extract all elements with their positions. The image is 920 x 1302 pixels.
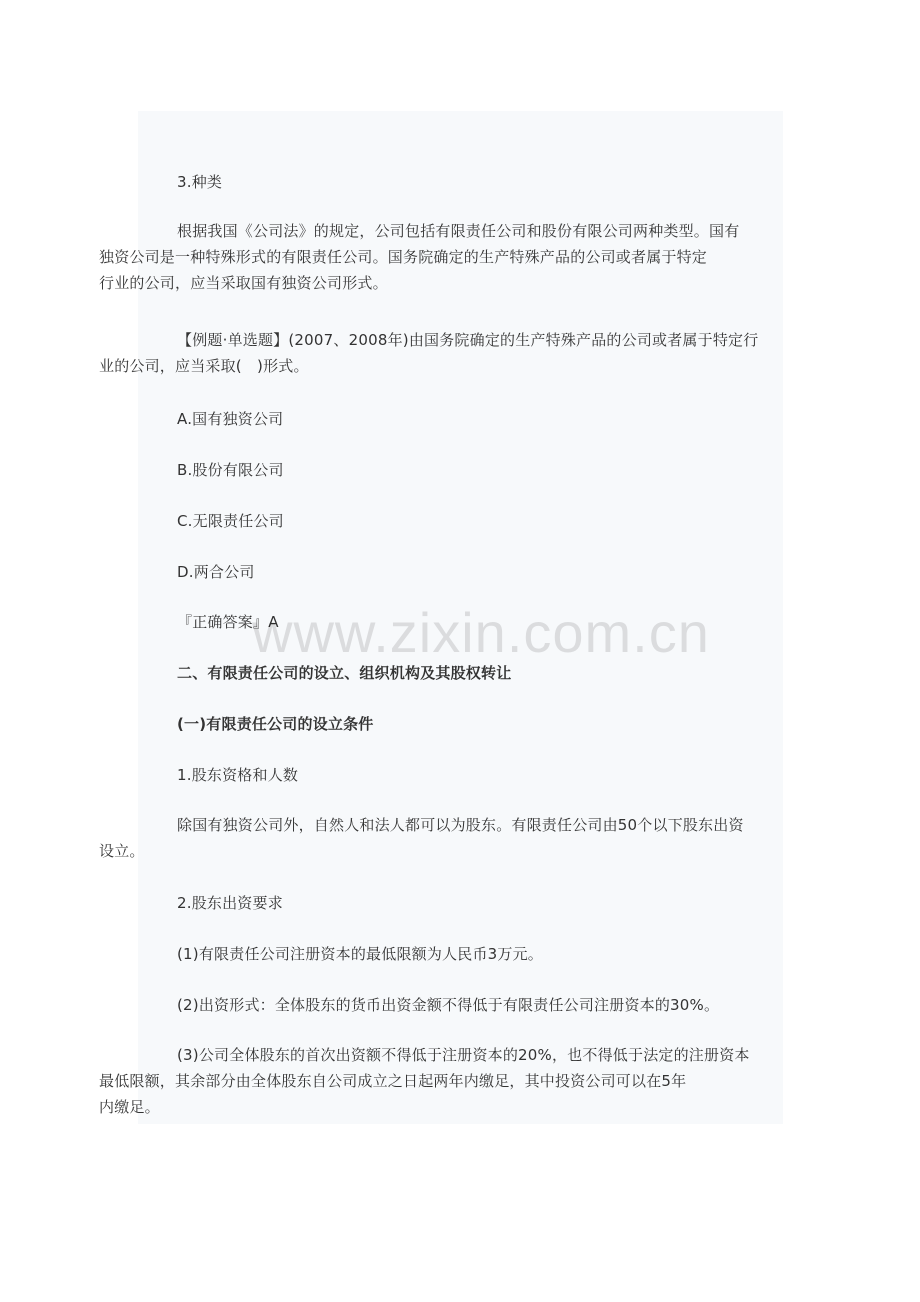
option-d: D.两合公司 [177,563,255,581]
option-c: C.无限责任公司 [177,512,284,530]
correct-answer: 『正确答案』A [177,613,279,631]
section-heading-llc: 二、有限责任公司的设立、组织机构及其股权转让 [177,664,512,682]
option-a: A.国有独资公司 [177,410,284,428]
paragraph-company-types: 根据我国《公司法》的规定，公司包括有限责任公司和股份有限公司两种类型。国有 独资公司是一种特殊形式的有限责任公司。国务院确定的生产特殊产品的公司或者属于特定 行业的公司，应当采取国有独资公司形式。 [99,222,740,292]
section-heading-types: 3.种类 [177,173,223,191]
question-stem: 【例题·单选题】(2007、2008年)由国务院确定的生产特殊产品的公司或者属于特定行 业的公司，应当采取( )形式。 [99,331,759,375]
item-shareholder-qualification: 1.股东资格和人数 [177,766,299,784]
requirement-3: (3)公司全体股东的首次出资额不得低于注册资本的20%，也不得低于法定的注册资本 最低限额，其余部分由全体股东自公司成立之日起两年内缴足，其中投资公司可以在5年 内缴足。 [99,1046,750,1116]
subsection-heading-conditions: (一)有限责任公司的设立条件 [177,715,374,733]
paragraph-shareholders: 除国有独资公司外，自然人和法人都可以为股东。有限责任公司由50个以下股东出资 设立。 [99,816,744,860]
requirement-1: (1)有限责任公司注册资本的最低限额为人民币3万元。 [177,945,543,963]
option-b: B.股份有限公司 [177,461,284,479]
item-capital-requirements: 2.股东出资要求 [177,894,283,912]
requirement-2: (2)出资形式：全体股东的货币出资金额不得低于有限责任公司注册资本的30%。 [177,996,720,1014]
